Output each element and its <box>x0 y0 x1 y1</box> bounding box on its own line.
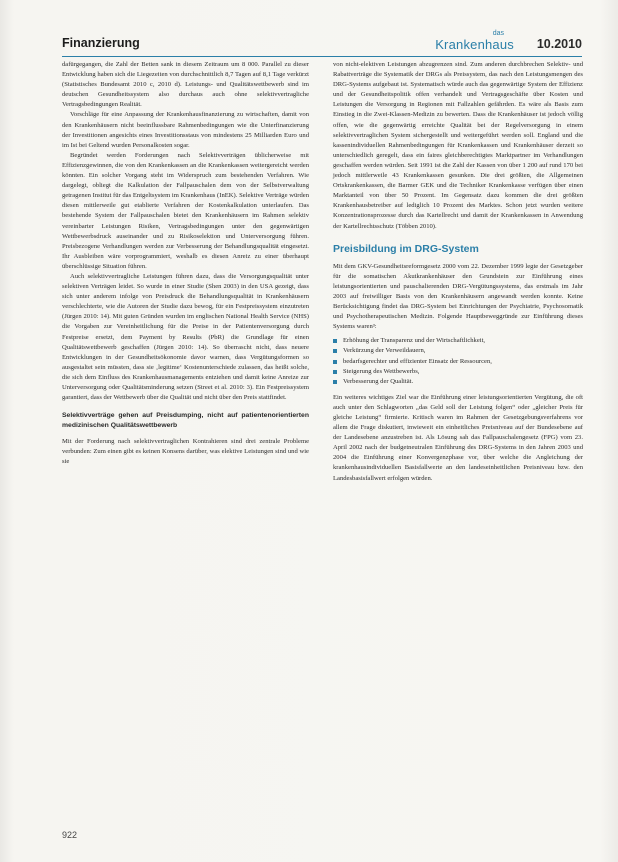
paragraph: dafürgegangen, die Zahl der Betten sank in diesem Zeitraum um 8 000. Parallel zu dieser Entwicklung haben sich die Liegezeiten von durchschnittlich 8,7 Tagen auf 8,1 Tage verkürzt (Statistisches Bundesamt 2010 c, 2010 d). Leistungs- und Qualitätswettbewerb sind im deutschen Gesundheitssystem also durchaus auch ohne selektivvertragliche Vertragsbedingungen Realität. <box>62 61 309 109</box>
bullet-text: Steigerung des Wettbewerbs, <box>343 367 420 375</box>
page-number: 922 <box>62 830 78 840</box>
issue-number: 10.2010 <box>536 37 582 51</box>
paragraph: Mit der Forderung nach selektivvertraglichen Kontrahieren sind drei zentrale Probleme verbunden: Zum einen gibt es keinen Konsens darüber, was elektive Leistungen sind und wie sie <box>62 438 309 466</box>
paragraph: Mit dem GKV-Gesundheitsreformgesetz 2000 vom 22. Dezember 1999 legte der Gesetzgeber für die somatischen Akutkrankenhäuser den Grundstein zur Einführung eines leistungsorientierten und pauschalierenden DRG-Vergütungssystems, das erstmals im Jahr 2003 auf freiwilliger Basis von den Krankenhäusern angewandt werden konnte. Keine Berücksichtigung findet das DRG-System bei Einrichtungen der Psychiatrie, Psychosomatik und Psychotherapeutischen Medizin. Folgende Hauptbeweggründe zur Einführung dieses Systems waren³: <box>333 262 583 331</box>
paragraph: von nicht-elektiven Leistungen abzugrenzen sind. Zum anderen durchbrechen Selektiv- und Rabattverträge die Systematik der DRGs als Preissystem, das nach den Leistungsmengen des DRG-Systems aufgebaut ist. Systematisch würde auch das gegenwärtige System der Effizienz und der Gesundheitspolitik offen verhandelt und Vertragsgeschäfte über Kosten und Leistungen die Versorgung in Regionen mit Fallzahlen gefährden. Es wäre als Basis zum Einstieg in die Zwei-Klassen-Medizin zu bewerten. Dass die Krankenhäuser ist jedoch völlig offen, wie die gegenwärtig erreichte Qualität bei der Regelversorgung in einem selektivvertraglichen System sichergestellt und weitergeführt werden soll. England und die kassenindividuellen Rahmenbedingungen für Krankenkassen und Krankenhäuser derzeit so unterschiedlich geregelt, dass ein faires gleichberechtigtes Marktpartner im Verhandlungen geschaffen werden würden. Seit 1991 ist die Zahl der Kassen von über 1 200 auf rund 170 bei jedoch mittlerweile 43 Krankenkassen gesunken. Die drei größten, die Allgemeinen Ortskrankenkassen, die Barmer GEK und die Techniker Krankenkasse verfügen über einen Marktanteil von über 50 Prozent. Im Gegensatz dazu kommen die drei größten Krankenhausbetreiber auf lediglich 10 Prozent des Marktes. Schon jetzt wurden weitere Konzentrationsprozesse durch das Kartellrecht und damit der Krankenkassen in Anwendung der Kartellrechtsschutz (Többen 2010). <box>333 61 583 230</box>
bullet-square-icon <box>333 380 337 384</box>
bullet-square-icon <box>333 370 337 374</box>
bullet-item <box>333 346 583 356</box>
left-column <box>62 60 309 467</box>
section-title: Finanzierung <box>62 36 140 50</box>
bullet-item <box>333 377 583 387</box>
paragraph: Ein weiteres wichtiges Ziel war die Einführung einer leistungsorientierten Vergütung, die oft auch unter den Schlagworten „das Geld soll der Leistung folgen“ oder „gleicher Preis für gleiche Leistung“ firmierte. Kritisch waren im Rahmen der Gesetzgebungsverfahrens vor allem die Frage diskutiert, inwieweit ein einheitliches Preisniveau auf der Bundesebene auf der Landesebene anzustreben ist. Als Lösung sah das Fallpauschalengesetz (FPG) vom 23. April 2002 nach der budgetneutralen Einführung des DRG-Systems in den Jahren 2003 und 2004 die Einführung einer Konvergenzphase vor, über welche die Angleichung der krankenhausindividuellen Basisfallwerte an den landeseinheitlichen Preisniveau bzw. den Landesbasisfallwert erfolgen würden. <box>333 393 583 482</box>
bullet-square-icon <box>333 360 337 364</box>
bullet-list <box>333 336 583 386</box>
paragraph: Begründet werden Forderungen nach Selektivverträgen üblicherweise mit Effizienzgewinnen, die von den Krankenkassen an die Krankenkassen weitergereicht werden könnten. Ein solcher Vorgang steht im Widerspruch zum bestehenden Verfahren. Wie dargelegt, obliegt die Kalkulation der Fallpauschalen dem von der Selbstverwaltung getragenen Institut für das Entgeltsystem im Krankenhaus (InEK). Selektive Verträge würden diesen mittlerweile gut etablierte Verfahren der Kostenkalkulation unterlaufen. Das bestehende System der Fallpauschalen bietet den Krankenhäusern im Rahmen selektiv vereinbarter Leistungen Risiken, Vertragsbedingungen unter den gegenwärtigen Wettbewerbsdruck auseinander und zu Risikoselektion und Unterversorgung führen. Preisbezogene Verhandlungen werden zur Verbesserung der Behandlungsqualität eingesetzt. Ihr Ausbleiben wäre vorprogrammiert, weshalb es diesen Anreiz zu einer überhaupt überschlüssige Situation führen. <box>62 151 309 270</box>
logo-prefix: das <box>492 30 504 37</box>
paragraph: Vorschläge für eine Anpassung der Krankenhausfinanzierung zu wirtschaften, damit von den Krankenhäusern nicht beeinflussbare Rahmenbedingungen wie die Unterfinanzierung der Investitionen angesichts eines Investitionsstaus von mindestens 25 Milliarden Euro und im Ist bei Geltend wurden Personalkosten sogar. <box>62 111 309 149</box>
section-heading: Preisbildung im DRG-System <box>333 242 479 255</box>
bullet-item <box>333 357 583 367</box>
bullet-text: Verkürzung der Verweildauern, <box>343 347 426 355</box>
bullet-item <box>333 367 583 377</box>
subheading: Selektivverträge gehen auf Preisdumping, nicht auf patientenorientierten medizinischen Qualitätswettbewerb <box>62 412 309 430</box>
bullet-square-icon <box>333 339 337 343</box>
bullet-square-icon <box>333 349 337 353</box>
right-column <box>333 60 583 484</box>
paragraph: Auch selektivvertragliche Leistungen führen dazu, dass die Versorgungsqualität unter selektiven Verträgen leidet. So wurde in einer Studie (Shen 2003) in den USA gezeigt, dass sich unter anderem infolge von Preisdruck die Behandlungsqualität in Krankenhäusern verschlechterte, wie die Autoren der Studie dazu bewog, für ein Festpreissystem einzutreten (Jürgen 2010: 14). Mit guten Gründen wurden im englischen National Health Service (NHS) die Vorgaben zur Vereinheitlichung für die Preise in der Patientenversorgung durch Festpreise ersetzt, dem Payment by Results (PbR) die Grundlage für einen Qualitätswettbewerb geschaffen (Jürgen 2010: 14). So überrascht nicht, dass neuere Entwicklungen in der Gesundheitsökonomie davor warnen, dass Vergütungsformen so ausgestaltet sein müssten, dass sie ‚legitime‘ Kostenunterschiede zulassen, das heißt solche, die sich dem Einfluss des Krankenhausmanagements entziehen und damit keine Anreize zur Unterversorgung oder Qualitätsminderung setzen (Street et al. 2010: 3). Ein Festpreissystem garantiert, dass der Wettbewerb über die Qualität und nicht über den Preis stattfindet. <box>62 272 309 402</box>
bullet-text: Verbesserung der Qualität. <box>343 377 414 385</box>
bullet-text: Erhöhung der Transparenz und der Wirtschaftlichkeit, <box>343 337 486 345</box>
page-header <box>62 30 582 57</box>
bullet-item <box>333 336 583 346</box>
bullet-text: bedarfsgerechter und effizienter Einsatz der Ressourcen, <box>343 357 492 365</box>
logo-brand: Krankenhaus <box>435 37 514 52</box>
